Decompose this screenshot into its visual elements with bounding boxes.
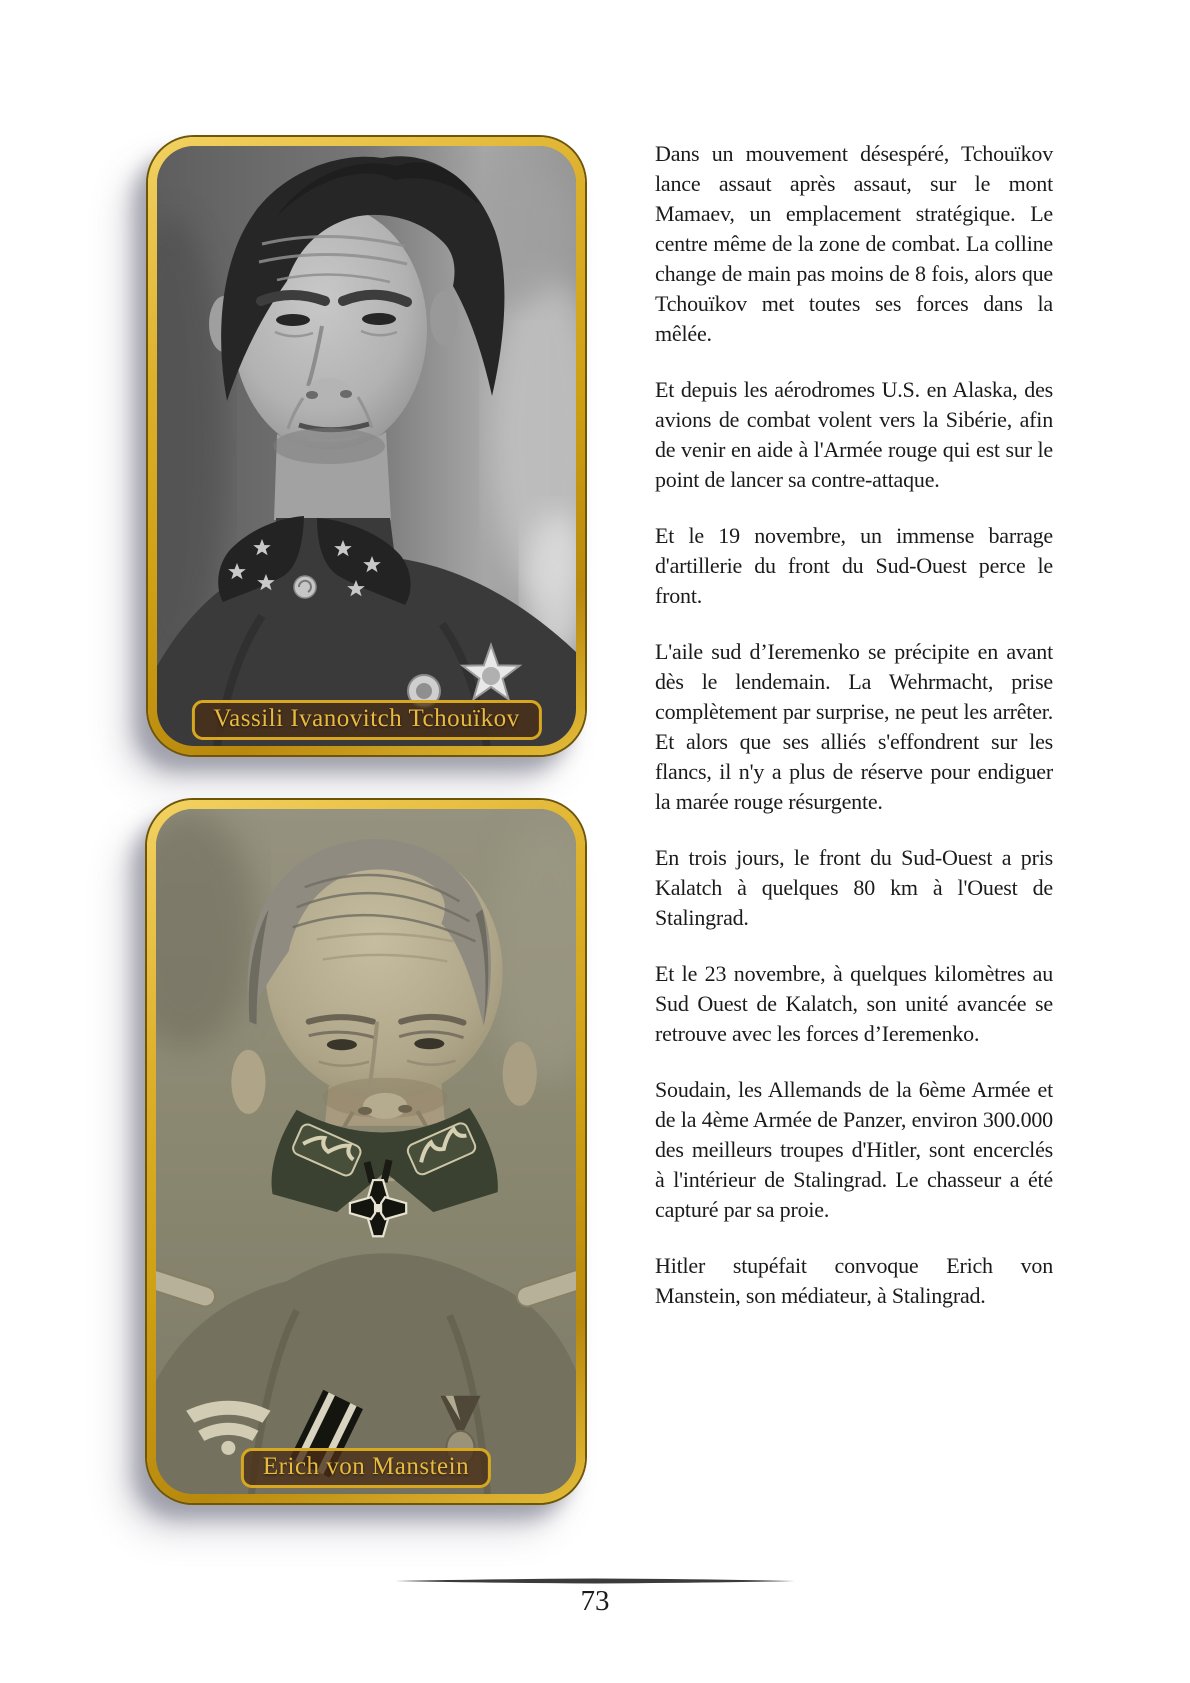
photo-tchouikov bbox=[157, 146, 576, 746]
footer-divider bbox=[395, 1577, 795, 1585]
photo-manstein bbox=[156, 809, 576, 1494]
photo-caption-manstein: Erich von Manstein bbox=[241, 1448, 491, 1488]
article-paragraph: Soudain, les Allemands de la 6ème Armée et de la 4ème Armée de Panzer, environ 300.000 des meilleurs troupes d'Hitler, sont encerclés à l'intérieur de Stalingrad. Le chasseur a été capturé par sa proie. bbox=[655, 1077, 1053, 1222]
portrait-manstein-photo bbox=[156, 809, 576, 1494]
article-paragraph: Et le 23 novembre, à quelques kilomètres au Sud Ouest de Kalatch, son unité avancée se retrouve avec les forces d’Ieremenko. bbox=[655, 961, 1053, 1046]
collar-button bbox=[294, 576, 316, 598]
article-paragraph: En trois jours, le front du Sud-Ouest a pris Kalatch à quelques 80 km à l'Ouest de Stalingrad. bbox=[655, 845, 1053, 930]
article-paragraph: Dans un mouvement désespéré, Tchouïkov lance assaut après assaut, sur le mont Mamaev, un emplacement stratégique. Le centre même de la zone de combat. La colline change de main pas moins de 8 fois, alors que Tchouïkov met toutes ses forces dans la mêlée. bbox=[655, 141, 1053, 346]
article-paragraph: Et depuis les aérodromes U.S. en Alaska, des avions de combat volent vers la Sibérie, afin de venir en aide à l'Armée rouge qui est sur le point de lancer sa contre-attaque. bbox=[655, 377, 1053, 492]
article-paragraph: Hitler stupéfait convoque Erich von Manstein, son médiateur, à Stalingrad. bbox=[655, 1253, 1053, 1308]
photo-caption-tchouikov: Vassili Ivanovitch Tchouïkov bbox=[191, 700, 541, 740]
photo-frame-manstein bbox=[147, 800, 585, 1503]
page-number: 73 bbox=[580, 1585, 610, 1617]
article-paragraph: L'aile sud d’Ieremenko se précipite en avant dès le lendemain. La Wehrmacht, prise complètement par surprise, ne peut les arrêter. Et alors que ses alliés s'effondrent sur les flancs, il n'y a plus de réserve pour endiguer la marée rouge résurgente. bbox=[655, 639, 1053, 814]
photo-frame-tchouikov bbox=[148, 137, 585, 755]
article-paragraph: Et le 19 novembre, un immense barrage d'artillerie du front du Sud-Ouest perce le front. bbox=[655, 523, 1053, 608]
article-text bbox=[655, 139, 1053, 1311]
portrait-tchouikov-photo bbox=[157, 146, 576, 746]
